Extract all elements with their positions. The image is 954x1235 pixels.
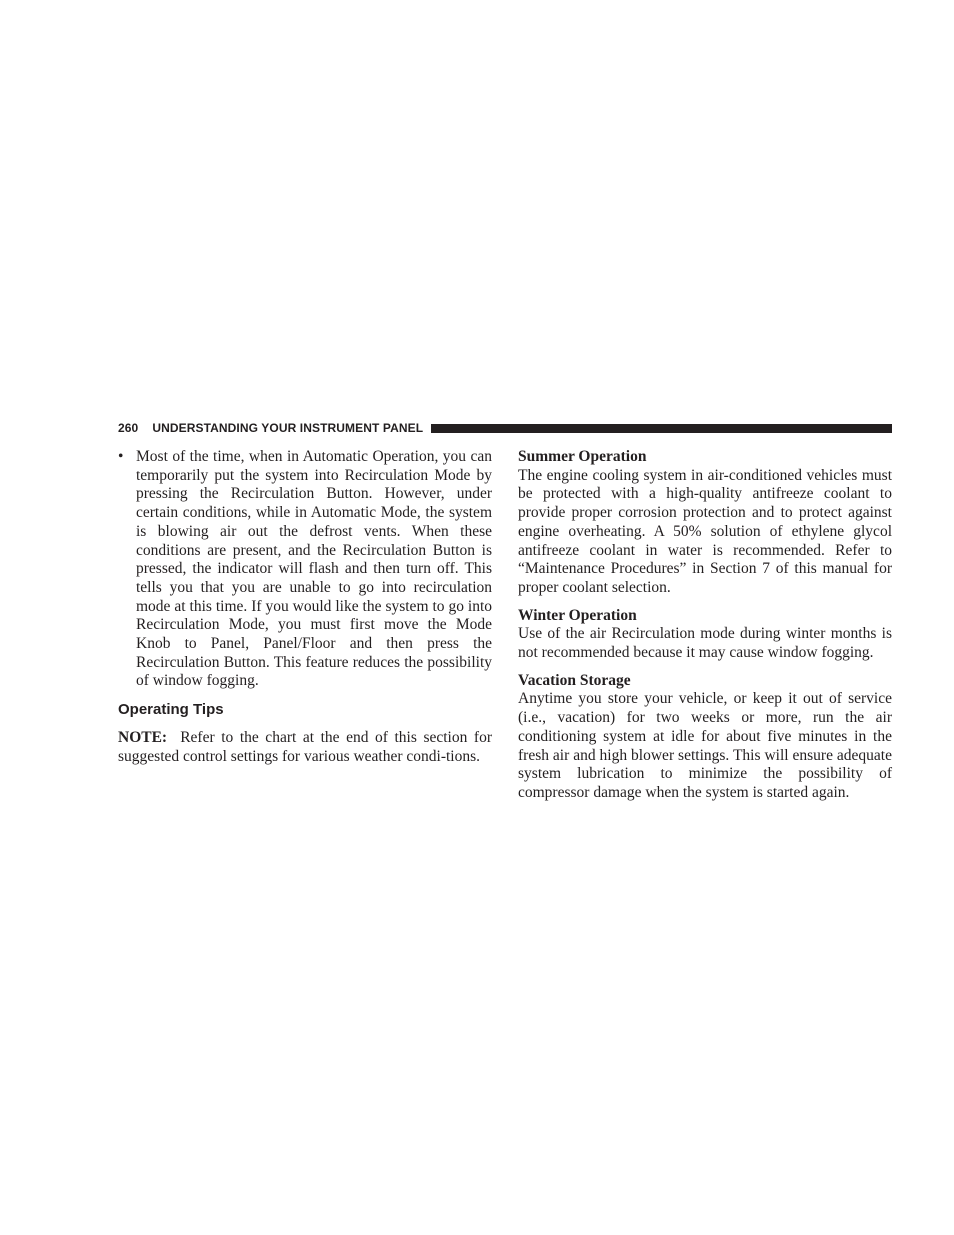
section-title: UNDERSTANDING YOUR INSTRUMENT PANEL xyxy=(152,421,424,435)
winter-operation-text: Use of the air Recirculation mode during winter months is not recommended because it may cause window fogging. xyxy=(518,625,892,662)
right-column xyxy=(518,448,892,803)
summer-operation-heading: Summer Operation xyxy=(518,448,647,465)
operating-tips-note xyxy=(118,729,492,766)
page-number: 260 xyxy=(118,421,139,435)
header-rule xyxy=(431,424,892,433)
recirculation-paragraph: Most of the time, when in Automatic Operation, you can temporarily put the system into Recirculation Mode by pressing the Recirculation Button. However, under certain conditions, while in Automatic Mode, the system is blowing air out the defrost vents. When these conditions are present, and the Recirculation Button is pressed, the indicator will flash and then turn off. This tells you that you are unable to go into recirculation mode at this time. If you would like the system to go into Recirculation Mode, you must first move the Mode Knob to Panel, Panel/Floor and then press the Recirculation Button. This feature reduces the possibility of window fogging. xyxy=(136,448,492,690)
operating-tips-heading: Operating Tips xyxy=(118,701,224,719)
summer-operation-text: The engine cooling system in air-conditioned vehicles must be protected with a high-quality antifreeze coolant to provide proper corrosion protection and to protect against engine overheating. A 50% solution of ethylene glycol antifreeze coolant in water is recommended. Refer to “Maintenance Procedures” in Section 7 of this manual for proper coolant selection. xyxy=(518,466,892,596)
winter-operation-heading: Winter Operation xyxy=(518,606,637,624)
note-text: Refer to the chart at the end of this section for suggested control settings for various weather condi-tions. xyxy=(118,729,492,765)
vacation-storage-text: Anytime you store your vehicle, or keep it out of service (i.e., vacation) for two weeks or more, run the air conditioning system at idle for about five minutes in the fresh air and high blower settings. This will ensure adequate system lubrication to minimize the possibility of compressor damage when the system is started again. xyxy=(518,690,892,801)
recirculation-bullet xyxy=(118,448,492,691)
page-header xyxy=(118,418,892,438)
left-column xyxy=(118,448,492,767)
vacation-storage-heading: Vacation Storage xyxy=(518,671,631,689)
bullet-mark: • xyxy=(118,448,124,465)
note-label: NOTE: xyxy=(118,729,168,747)
